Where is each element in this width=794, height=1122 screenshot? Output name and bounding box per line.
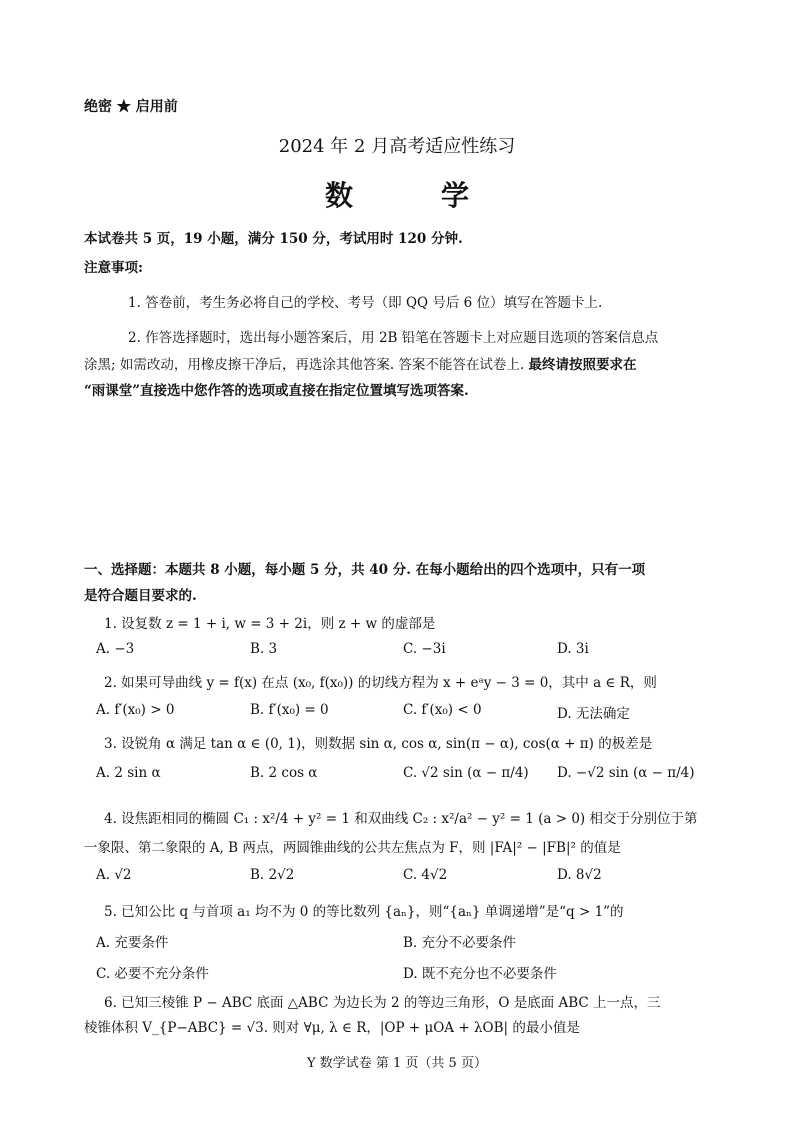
question-1-option-a[interactable]: A. −3 — [96, 641, 135, 657]
note-2-line-3: “雨课堂”直接选中您作答的选项或直接在指定位置填写选项答案. — [84, 383, 469, 399]
question-4-stem-1: 4. 设焦距相同的椭圆 C₁ : x²/4 + y² = 1 和双曲线 C₂ : x²/a² − y² = 1 (a > 0) 相交于分别位于第 — [104, 811, 698, 827]
question-5-option-b[interactable]: B. 充分不必要条件 — [403, 935, 517, 951]
confidential-label: 绝密 ★ 启用前 — [84, 99, 178, 115]
section-1-heading: 一、选择题：本题共 8 小题，每小题 5 分，共 40 分. 在每小题给出的四个选项中，只有一项 — [84, 562, 646, 578]
subject-title: 数学 — [324, 179, 557, 212]
exam-title: 2024 年 2 月高考适应性练习 — [278, 136, 516, 157]
note-2-line-1: 2. 作答选择题时，选出每小题答案后，用 2B 铅笔在答题卡上对应题目选项的答案信息点 — [128, 330, 659, 346]
question-3-option-b[interactable]: B. 2 cos α — [250, 765, 318, 781]
question-4-option-c[interactable]: C. 4√2 — [403, 867, 448, 883]
question-3-option-c[interactable]: C. √2 sin (α − π/4) — [403, 765, 529, 781]
section-1-heading-2: 是符合题目要求的. — [84, 588, 197, 604]
question-4-option-d[interactable]: D. 8√2 — [557, 867, 602, 883]
question-4-option-a[interactable]: A. √2 — [96, 867, 132, 883]
question-4-option-b[interactable]: B. 2√2 — [250, 867, 295, 883]
note-2-bold-a: 最终请按照要求在 — [528, 357, 637, 373]
note-2-line-2 — [84, 353, 637, 373]
question-2-option-c[interactable]: C. f′(x₀) < 0 — [403, 702, 482, 718]
note-1: 1. 答卷前，考生务必将自己的学校、考号（即 QQ 号后 6 位）填写在答题卡上. — [128, 295, 603, 311]
question-1-option-c[interactable]: C. −3i — [403, 641, 446, 657]
question-5-option-d[interactable]: D. 既不充分也不必要条件 — [403, 966, 557, 982]
question-6-stem-2: 棱锥体积 V_{P−ABC} = √3. 则对 ∀μ, λ ∈ R，|OP + μOA + λOB| 的最小值是 — [84, 1020, 580, 1036]
question-3-option-d[interactable]: D. −√2 sin (α − π/4) — [557, 765, 695, 781]
page-footer: Y 数学试卷 第 1 页（共 5 页） — [307, 1056, 487, 1071]
question-5-option-c[interactable]: C. 必要不充分条件 — [96, 966, 209, 982]
question-2-option-a[interactable]: A. f′(x₀) > 0 — [96, 702, 175, 718]
exam-info: 本试卷共 5 页，19 小题，满分 150 分，考试用时 120 分钟. — [84, 231, 463, 247]
question-5-option-a[interactable]: A. 充要条件 — [96, 935, 169, 951]
question-1-stem: 1. 设复数 z = 1 + i, w = 3 + 2i，则 z + w 的虚部是 — [104, 616, 436, 632]
question-1-option-b[interactable]: B. 3 — [250, 641, 278, 657]
question-3-option-a[interactable]: A. 2 sin α — [96, 765, 161, 781]
question-1-option-d[interactable]: D. 3i — [557, 641, 589, 657]
question-4-stem-2: 一象限、第二象限的 A, B 两点，两圆锥曲线的公共左焦点为 F，则 |FA|² − |FB|² 的值是 — [84, 840, 621, 856]
question-2-option-d[interactable]: D. 无法确定 — [557, 706, 630, 722]
question-3-stem: 3. 设锐角 α 满足 tan α ∈ (0, 1)，则数据 sin α, cos α, sin(π − α), cos(α + π) 的极差是 — [104, 736, 653, 752]
question-5-stem: 5. 已知公比 q 与首项 a₁ 均不为 0 的等比数列 {aₙ}，则“{aₙ} 单调递增”是“q > 1”的 — [104, 904, 624, 920]
question-6-stem-1: 6. 已知三棱锥 P − ABC 底面 △ABC 为边长为 2 的等边三角形，O 是底面 ABC 上一点，三 — [104, 995, 661, 1011]
notes-heading: 注意事项: — [84, 260, 143, 276]
note-2-plain: 涂黑; 如需改动，用橡皮擦干净后，再选涂其他答案. 答案不能答在试卷上. — [84, 357, 525, 373]
question-2-stem: 2. 如果可导曲线 y = f(x) 在点 (x₀, f(x₀)) 的切线方程为 x + eᵃy − 3 = 0，其中 a ∈ R，则 — [104, 675, 657, 691]
question-2-option-b[interactable]: B. f′(x₀) = 0 — [250, 702, 329, 718]
